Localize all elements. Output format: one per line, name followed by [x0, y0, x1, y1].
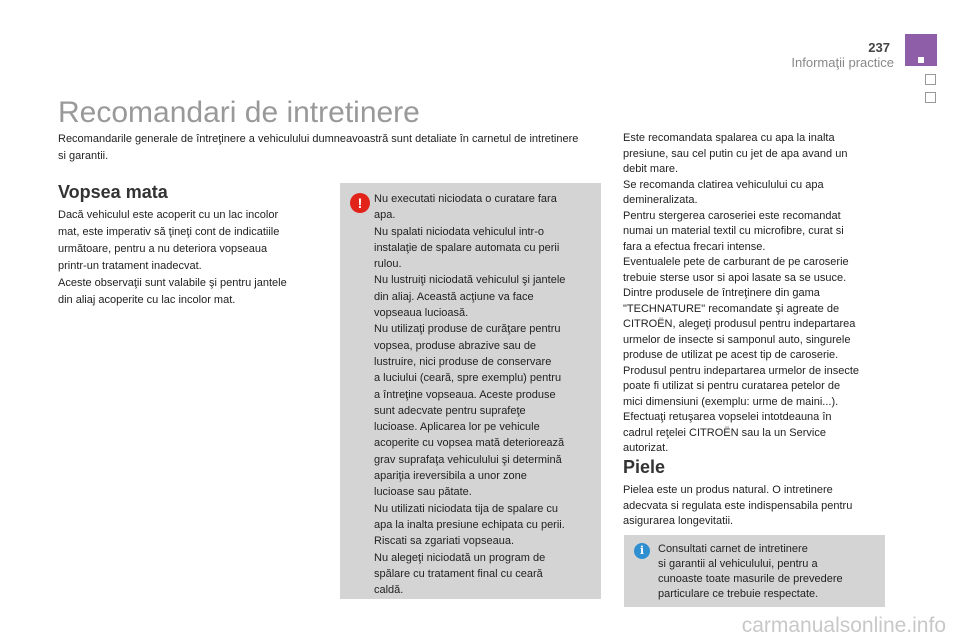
warning-line: vopsea, produse abrazive sau de: [374, 339, 537, 352]
warning-line: apa la inalta presiune echipata cu perii.: [374, 518, 565, 531]
warning-line: Nu utilizati niciodata tija de spalare cu: [374, 502, 559, 515]
cleaning-line: Efectuaţi retuşarea vopselei intotdeauna în: [623, 411, 832, 423]
warning-line: sunt adecvate pentru suprafeţe: [374, 404, 526, 417]
info-line: cunoaste toate masurile de prevedere: [658, 573, 843, 585]
cleaning-line: presiune, sau cel putin cu jet de apa avand un: [623, 147, 848, 160]
cleaning-line: Este recomandata spalarea cu apa la inalta: [623, 132, 835, 144]
cleaning-line: "TECHNATURE" recomandate şi agreate de: [623, 302, 840, 315]
warning-line: apa.: [374, 209, 396, 222]
cleaning-line: demineralizata.: [623, 194, 698, 206]
warning-line: Nu alegeţi niciodată un program de: [374, 551, 546, 564]
warning-line: din aliaj. Această acţiune va face: [374, 290, 534, 303]
info-box: [624, 535, 885, 607]
section-tab: [905, 34, 937, 66]
intro-text: Recomandarile generale de întreţinere a vehiculului dumneavoastră sunt detaliate în carnetul de intretinere si garantii.: [58, 133, 579, 162]
warning-line: Nu lustruiţi niciodată vehiculul şi jantele: [374, 274, 566, 287]
vopsea-line: următoare, pentru a nu deteriora vopseaua: [58, 243, 268, 255]
cleaning-line: cadrul reţelei CITROËN sau la un Service: [623, 426, 826, 439]
warning-line: Nu executati niciodata o curatare fara: [374, 193, 557, 205]
cleaning-line: Dintre produsele de întreţinere din gama: [623, 287, 820, 299]
cleaning-line: fara a efectua frecari intense.: [623, 240, 766, 253]
cleaning-line: autorizat.: [623, 442, 669, 454]
vopsea-heading: Vopsea mata: [58, 182, 168, 202]
warning-line: lucioase sau pătate.: [374, 486, 472, 499]
warning-line: spălare cu tratament final cu ceară: [374, 567, 543, 580]
cleaning-line: Produsul pentru indepartarea urmelor de insecte: [623, 364, 860, 377]
info-line: particulare ce trebuie respectate.: [658, 588, 819, 600]
warning-line: lucioase. Aplicarea lor pe vehicule: [374, 421, 540, 434]
warning-line: grav suprafaţa vehiculului şi determină: [374, 453, 562, 466]
cleaning-line: urmelor de insecte si samponul auto, singurele: [623, 333, 851, 346]
warning-line: caldă.: [374, 584, 404, 597]
vopsea-text: [58, 207, 328, 309]
cleaning-line: poate fi utilizat si pentru curatarea petelor de: [623, 380, 841, 392]
warning-line: lustruire, nici produse de conservare: [374, 355, 552, 368]
vopsea-line: mat, este imperativ să ţineţi cont de indicatiile: [58, 226, 280, 238]
warning-text: [374, 191, 594, 598]
page-number: 237: [868, 40, 890, 55]
tab-marker-icon: [918, 57, 924, 63]
cleaning-line: Pentru stergerea caroseriei este recomandat: [623, 209, 841, 222]
cleaning-line: numai un material textil cu microfibre, curat si: [623, 225, 844, 237]
vopsea-line: printr-un tratament inadecvat.: [58, 260, 202, 272]
warning-line: apariţia ireversibila a unor zone: [374, 470, 527, 483]
piele-line: Pielea este un produs natural. O intretinere: [623, 484, 833, 496]
warning-line: a întreţine vopseaua. Aceste produse: [374, 388, 556, 401]
info-icon: i: [634, 543, 650, 559]
vopsea-line: din aliaj acoperite cu lac incolor mat.: [58, 294, 236, 306]
cleaning-line: mici dimensiuni (exemplu: urme de maini...).: [623, 395, 839, 408]
piele-line: asigurarea longevitatii.: [623, 515, 734, 527]
warning-line: Nu utilizaţi produse de curăţare pentru: [374, 323, 561, 336]
watermark: carmanualsonline.info: [741, 614, 946, 637]
warning-line: Riscati sa zgariati vopseaua.: [374, 535, 515, 548]
warning-line: a luciului (ceară, spre exemplu) pentru: [374, 372, 562, 385]
warning-box: [340, 183, 601, 599]
cleaning-text: [623, 131, 888, 457]
piele-heading: Piele: [623, 457, 666, 477]
tab-box-1: [925, 74, 936, 85]
tab-box-2: [925, 92, 936, 103]
warning-icon: !: [350, 193, 370, 213]
piele-line: adecvata si regulata este indispensabila pentru: [623, 499, 853, 512]
info-line: si garantii al vehiculului, pentru a: [658, 558, 818, 570]
warning-line: instalaţie de spalare automata cu perii: [374, 241, 560, 254]
cleaning-line: debit mare.: [623, 163, 679, 175]
info-text: [658, 542, 878, 602]
vopsea-line: Dacă vehiculul este acoperit cu un lac incolor: [58, 209, 279, 221]
cleaning-line: CITROËN, alegeţi produsul pentru indepartarea: [623, 318, 856, 330]
cleaning-line: trebuie sterse usor si apoi lasate sa se usuce.: [623, 271, 847, 284]
warning-line: Nu spalati niciodata vehiculul intr-o: [374, 225, 544, 238]
section-title: Informaţii practice: [791, 55, 894, 70]
info-line: Consultati carnet de intretinere: [658, 543, 808, 555]
page-title: Recomandari de intretinere: [58, 96, 420, 129]
cleaning-line: produse de utilizat pe acest tip de caroserie.: [623, 349, 839, 361]
warning-line: acoperite cu vopsea mată deteriorează: [374, 437, 565, 450]
warning-line: rulou.: [374, 258, 402, 271]
warning-line: vopseaua lucioasă.: [374, 307, 469, 320]
vopsea-line: Aceste observaţii sunt valabile şi pentru jantele: [58, 277, 287, 289]
cleaning-line: Eventualele pete de carburant de pe caroserie: [623, 256, 849, 268]
cleaning-line: Se recomanda clatirea vehiculului cu apa: [623, 178, 824, 191]
piele-text: [623, 483, 883, 530]
